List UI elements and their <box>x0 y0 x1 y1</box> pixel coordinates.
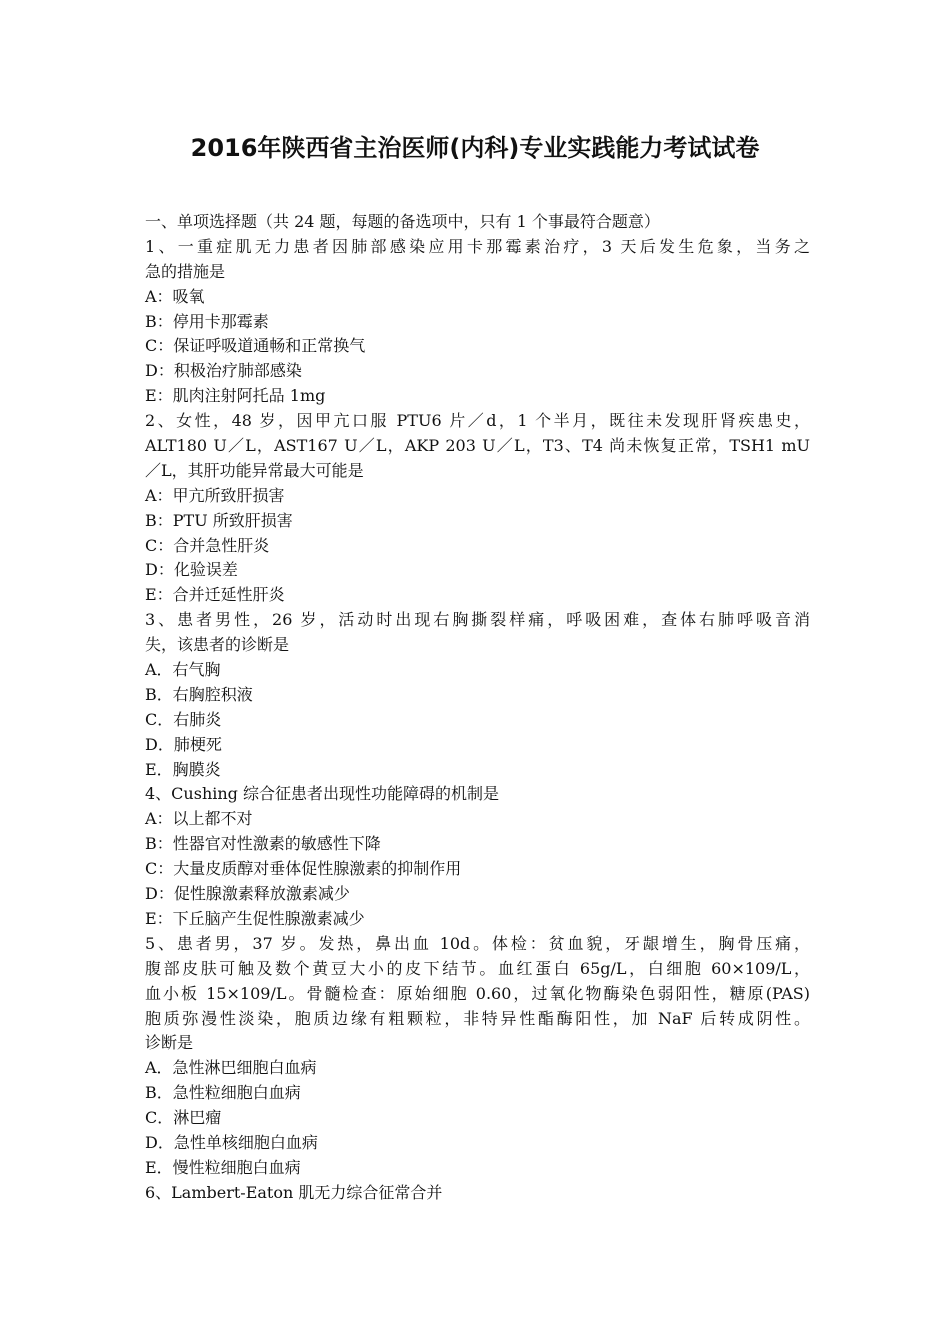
question-2-option-c: C：合并急性肝炎 <box>145 535 270 555</box>
question-3-option-b: B．右胸腔积液 <box>145 684 253 704</box>
question-2-stem: 2、女性，48 岁，因甲亢口服 PTU6 片／d，1 个半月，既往未发现肝肾疾患史， <box>145 411 810 431</box>
question-3-option-e: E．胸膜炎 <box>145 759 221 779</box>
question-5-stem: 5、患者男，37 岁。发热，鼻出血 10d。体检：贫血貌，牙龈增生，胸骨压痛， <box>145 933 810 953</box>
question-5-option-c: C．淋巴瘤 <box>145 1108 222 1128</box>
section-heading: 一、单项选择题（共 24 题，每题的备选项中，只有 1 个事最符合题意） <box>145 212 660 231</box>
document-title: 2016年陕西省主治医师(内科)专业实践能力考试试卷 <box>190 134 760 162</box>
question-3-option-c: C．右肺炎 <box>145 709 222 729</box>
question-1-option-e: E：肌肉注射阿托品 1mg <box>145 386 326 406</box>
question-4-stem: 4、Cushing 综合征患者出现性功能障碍的机制是 <box>145 784 499 804</box>
question-4-option-a: A：以上都不对 <box>145 809 253 829</box>
question-4-option-c: C：大量皮质醇对垂体促性腺激素的抑制作用 <box>145 859 462 879</box>
question-5-stem-cont: 腹部皮肤可触及数个黄豆大小的皮下结节。血红蛋白 65g/L，白细胞 60×109/L， <box>145 958 810 978</box>
question-1-option-d: D：积极治疗肺部感染 <box>145 361 302 381</box>
question-4-option-e: E：下丘脑产生促性腺激素减少 <box>145 908 365 928</box>
question-3-option-d: D．肺梗死 <box>145 734 222 754</box>
question-1-option-b: B：停用卡那霉素 <box>145 311 269 331</box>
question-2-stem-cont: ／L，其肝功能异常最大可能是 <box>145 460 364 480</box>
question-5-option-a: A．急性淋巴细胞白血病 <box>145 1058 317 1078</box>
question-6-stem: 6、Lambert-Eaton 肌无力综合征常合并 <box>145 1182 443 1202</box>
question-2-option-a: A：甲亢所致肝损害 <box>145 485 285 505</box>
question-1-option-c: C：保证呼吸道通畅和正常换气 <box>145 336 366 356</box>
question-3-option-a: A．右气胸 <box>145 660 221 680</box>
question-1-stem-cont: 急的措施是 <box>145 261 226 281</box>
question-2-option-d: D：化验误差 <box>145 560 238 580</box>
question-2-option-e: E：合并迁延性肝炎 <box>145 585 285 605</box>
question-3-stem-cont: 失，该患者的诊断是 <box>145 635 290 655</box>
question-5-option-e: E．慢性粒细胞白血病 <box>145 1157 301 1177</box>
question-2-option-b: B：PTU 所致肝损害 <box>145 510 293 530</box>
question-5-stem-cont: 诊断是 <box>145 1033 194 1053</box>
question-4-option-d: D：促性腺激素释放激素减少 <box>145 884 350 904</box>
question-1-stem: 1、一重症肌无力患者因肺部感染应用卡那霉素治疗，3 天后发生危象，当务之 <box>145 236 810 256</box>
question-3-stem: 3、患者男性，26 岁，活动时出现右胸撕裂样痛，呼吸困难，查体右肺呼吸音消 <box>145 610 810 630</box>
question-5-stem-cont: 血小板 15×109/L。骨髓检查：原始细胞 0.60，过氧化物酶染色弱阳性，糖原(PAS) <box>145 983 810 1003</box>
question-5-option-d: D．急性单核细胞白血病 <box>145 1132 318 1152</box>
question-5-option-b: B．急性粒细胞白血病 <box>145 1083 301 1103</box>
question-1-option-a: A：吸氧 <box>145 286 205 306</box>
question-2-stem-cont: ALT180 U／L，AST167 U／L，AKP 203 U／L，T3、T4 尚未恢复正常，TSH1 mU <box>145 436 810 456</box>
question-4-option-b: B：性器官对性激素的敏感性下降 <box>145 834 381 854</box>
document-body <box>145 210 810 1206</box>
question-5-stem-cont: 胞质弥漫性淡染，胞质边缘有粗颗粒，非特异性酯酶阳性，加 NaF 后转成阴性。 <box>145 1008 810 1028</box>
